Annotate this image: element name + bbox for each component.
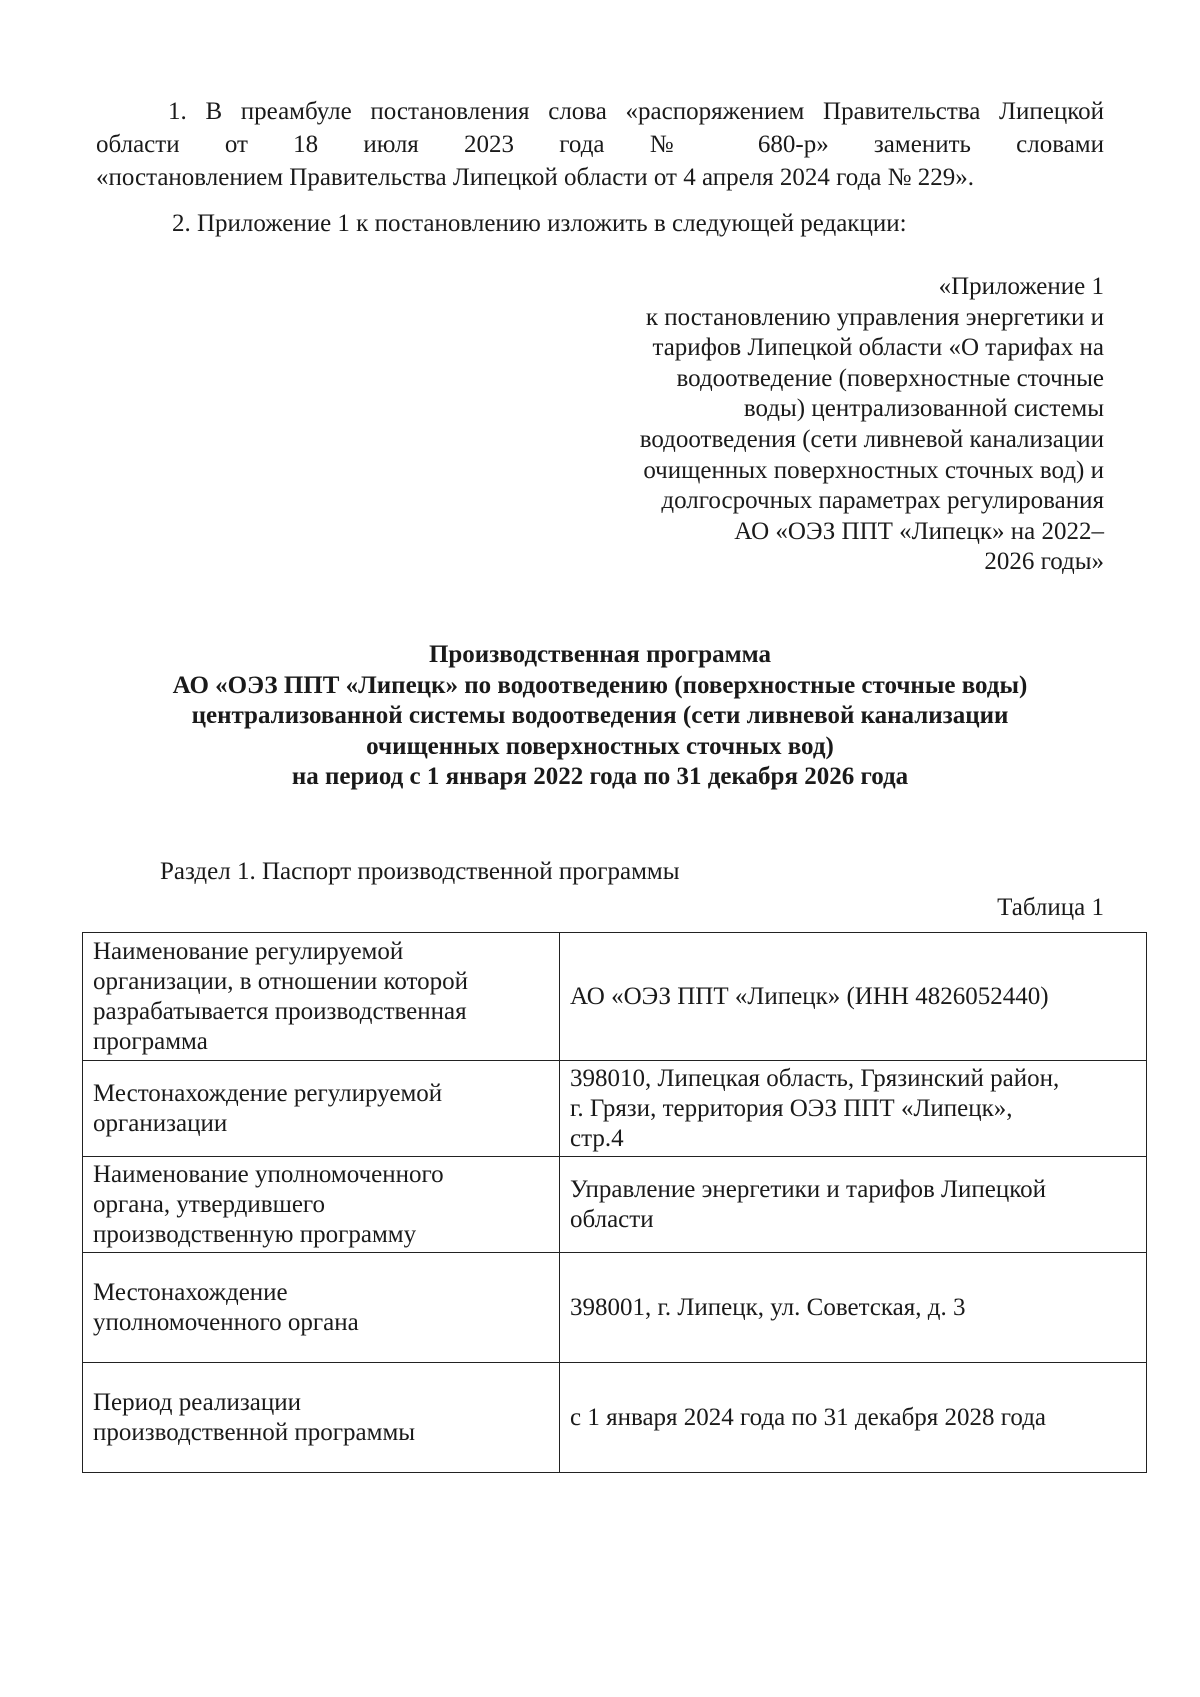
title-line: очищенных поверхностных сточных вод) <box>366 732 834 760</box>
appendix-line: воды) централизованной системы <box>743 395 1104 423</box>
table-row <box>83 1157 1147 1253</box>
table-cell-label <box>83 1157 560 1253</box>
table-row <box>83 933 1147 1061</box>
table-cell-value <box>560 1061 1147 1157</box>
cell-text: Управление энергетики и тарифов Липецкой области <box>570 1175 1046 1233</box>
paragraph-2: 2. Приложение 1 к постановлению изложить в следующей редакции: <box>172 210 907 237</box>
table-cell-value <box>560 1253 1147 1363</box>
paragraph-1-continuation: «постановлением Правительства Липецкой области от 4 апреля 2024 года № 229». <box>96 164 975 191</box>
cell-text: 398010, Липецкая область, Грязинский район, г. Грязи, территория ОЭЗ ППТ «Липецк», стр.4 <box>570 1064 1060 1152</box>
table-label: Таблица 1 <box>997 894 1104 921</box>
cell-text: с 1 января 2024 года по 31 декабря 2028 года <box>570 1403 1047 1431</box>
appendix-line: «Приложение 1 <box>938 273 1104 300</box>
table-cell-value <box>560 1363 1147 1473</box>
cell-text: Местонахождение регулируемой организации <box>93 1079 443 1137</box>
appendix-line: водоотведение (поверхностные сточные <box>676 364 1104 392</box>
title-line: централизованной системы водоотведения (сети ливневой канализации <box>191 702 1009 729</box>
table-cell-label <box>83 1253 560 1363</box>
document-title <box>96 640 1104 793</box>
table-cell-label <box>83 933 560 1061</box>
table-cell-value <box>560 933 1147 1061</box>
appendix-line: тарифов Липецкой области «О тарифах на <box>652 334 1104 362</box>
table-cell-label <box>83 1061 560 1157</box>
appendix-header <box>544 272 1104 578</box>
appendix-line: АО «ОЭЗ ППТ «Липецк» на 2022– <box>734 517 1104 545</box>
appendix-line: 2026 годы» <box>984 548 1104 576</box>
cell-text: 398001, г. Липецк, ул. Советская, д. 3 <box>570 1293 966 1321</box>
appendix-line: водоотведения (сети ливневой канализации <box>639 425 1104 453</box>
passport-table <box>82 932 1147 1473</box>
title-line: Производственная программа <box>428 641 772 668</box>
section-heading: Раздел 1. Паспорт производственной программы <box>160 858 680 885</box>
title-line: АО «ОЭЗ ППТ «Липецк» по водоотведению (поверхностные сточные воды) <box>172 671 1028 699</box>
table-row <box>83 1061 1147 1157</box>
paragraph-1: 1. В преамбуле постановления слова «распоряжением Правительства Липецкой области от 18 июля 2023 года № 680-р» заменить словами <box>96 98 1104 158</box>
table-row <box>83 1363 1147 1473</box>
title-line: на период с 1 января 2022 года по 31 декабря 2026 года <box>291 763 909 790</box>
cell-text: Период реализации производственной программы <box>93 1388 416 1446</box>
table-cell-value <box>560 1157 1147 1253</box>
appendix-line: очищенных поверхностных сточных вод) и <box>643 456 1104 484</box>
cell-text: Местонахождение уполномоченного органа <box>93 1278 359 1336</box>
table-row <box>83 1253 1147 1363</box>
appendix-line: долгосрочных параметрах регулирования <box>661 487 1104 515</box>
appendix-line: к постановлению управления энергетики и <box>645 303 1104 331</box>
cell-text: Наименование уполномоченного органа, утвердившего производственную программу <box>93 1160 444 1248</box>
cell-text: АО «ОЭЗ ППТ «Липецк» (ИНН 4826052440) <box>570 982 1049 1010</box>
table-cell-label <box>83 1363 560 1473</box>
cell-text: Наименование регулируемой организации, в отношении которой разрабатывается производственная программа <box>93 937 468 1055</box>
